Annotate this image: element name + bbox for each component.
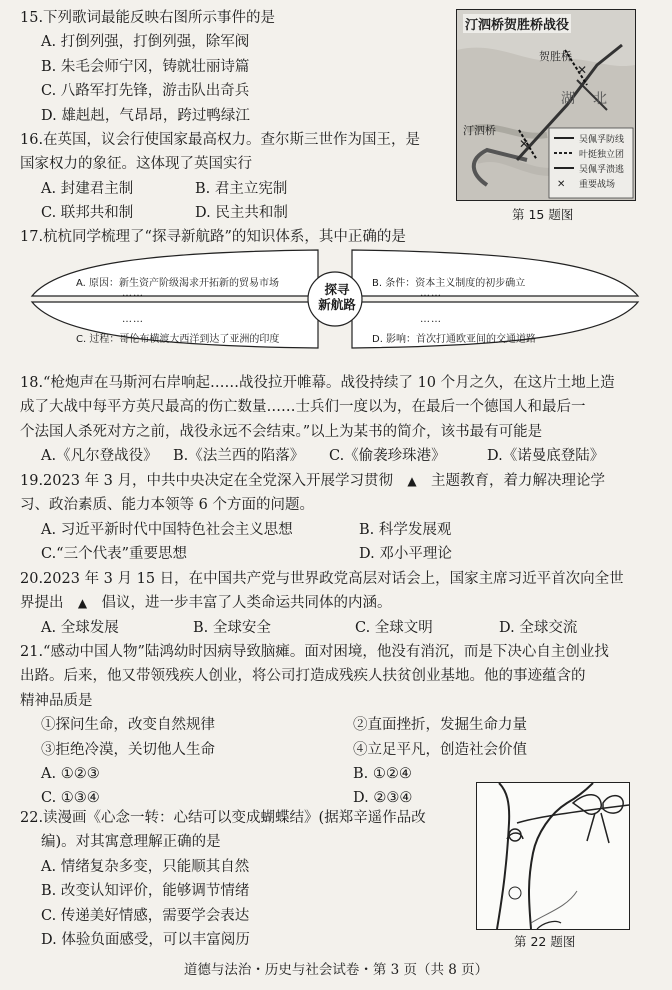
question-18 — [20, 371, 615, 469]
q16-stem-2: 国家权力的象征。这体现了英国实行 — [20, 156, 252, 173]
question-15 — [20, 6, 275, 128]
diagram-d-dots: …… — [420, 314, 442, 325]
q18-stem-3: 个法国人杀死对方之前，战役永远不会结束。”以上为某书的简介，该书最有可能是 — [20, 423, 543, 440]
q20-option-c: C. 全球文明 — [355, 619, 433, 636]
q22-stem-1: 22.读漫画《心念一转：心结可以变成蝴蝶结》(据郑辛遥作品改 — [20, 810, 426, 826]
q16-option-b: B. 君主立宪制 — [195, 180, 288, 197]
svg-text:✕: ✕ — [577, 63, 588, 77]
map-label-hu: 湖 — [561, 91, 575, 107]
q19-option-b: B. 科学发展观 — [359, 521, 452, 538]
q21-item-1: ①探问生命，改变自然规律 — [41, 717, 215, 734]
q15-map — [456, 9, 636, 201]
q18-stem-2: 成了大战中每平方英尺最高的伤亡数量……士兵们一度以为，在最后一个德国人和最后一 — [20, 399, 586, 416]
diagram-center: 探寻 新航路 — [318, 282, 356, 312]
q20-stem-1: 20.2023 年 3 月 15 日，在中国共产党与世界政党高层对话会上，国家主席习近平首次向全世 — [20, 571, 624, 587]
q21-option-a: A. ①②③ — [41, 766, 100, 783]
q16-stem-1: 16.在英国，议会行使国家最高权力。查尔斯三世作为国王，是 — [20, 132, 421, 148]
q19-stem-1: 19.2023 年 3 月，中共中央决定在全党深入开展学习贯彻 ▲ 主题教育，着力解决理论学 — [20, 469, 605, 493]
diagram-a-dots: …… — [122, 288, 144, 299]
question-16 — [20, 128, 420, 226]
q15-option-c: C. 八路军打先锋，游击队出奇兵 — [41, 83, 250, 100]
q20-stem-2: 界提出 ▲ 倡议，进一步丰富了人类命运共同体的内涵。 — [20, 591, 624, 615]
svg-text:✕: ✕ — [557, 179, 566, 190]
q16-option-d: D. 民主共和制 — [195, 205, 288, 222]
q21-stem-3: 精神品质是 — [20, 692, 93, 709]
q18-option-c: C.《偷袭珍珠港》 — [329, 448, 446, 465]
legend-item-4: 重要战场 — [579, 180, 616, 190]
q20-blank: ▲ — [77, 596, 88, 611]
cartoon-drawing — [477, 783, 629, 929]
q19-option-d: D. 邓小平理论 — [359, 546, 452, 563]
q22-stem-2: 编)。对其寓意理解正确的是 — [41, 834, 221, 851]
q18-option-d: D.《诺曼底登陆》 — [487, 448, 605, 465]
q21-option-b: B. ①②④ — [353, 766, 412, 783]
q16-option-a: A. 封建君主制 — [41, 180, 134, 197]
q20-option-b: B. 全球安全 — [193, 619, 271, 636]
diagram-b: B. 条件：资本主义制度的初步确立 — [372, 278, 526, 289]
q15-option-d: D. 雄赳赳，气昂昂，跨过鸭绿江 — [41, 107, 250, 124]
q21-option-c: C. ①③④ — [41, 790, 100, 807]
map-title: 汀泗桥贺胜桥战役 — [463, 14, 571, 33]
q19-option-a: A. 习近平新时代中国特色社会主义思想 — [41, 521, 293, 538]
q22-cartoon — [476, 782, 630, 930]
q21-item-3: ③拒绝冷漠，关切他人生命 — [41, 741, 215, 758]
q20-option-d: D. 全球交流 — [499, 619, 578, 636]
map-label-bei: 北 — [593, 91, 607, 107]
q21-stem-2: 出路。后来，他又带领残疾人创业，将公司打造成残疾人扶贫创业基地。他的事迹蕴含的 — [20, 668, 586, 685]
q17-stem: 17.杭杭同学梳理了“探寻新航路”的知识体系，其中正确的是 — [20, 229, 406, 245]
legend-item-3: 吴佩孚溃逃 — [579, 165, 625, 175]
map-label-tingsi: 汀泗桥 — [463, 124, 496, 137]
q22-option-a: A. 情绪复杂多变，只能顺其自然 — [41, 858, 250, 875]
diagram-c-dots: …… — [122, 314, 144, 325]
q18-option-b: B.《法兰西的陷落》 — [173, 448, 305, 465]
q17-diagram — [28, 244, 642, 352]
legend-item-1: 吴佩孚防线 — [579, 135, 625, 145]
q21-option-d: D. ②③④ — [353, 790, 413, 807]
q16-option-c: C. 联邦共和制 — [41, 205, 134, 222]
q19-option-c: C.“三个代表”重要思想 — [41, 546, 188, 563]
map-label-hesheng: 贺胜桥 — [539, 50, 572, 63]
svg-text:✕: ✕ — [519, 137, 530, 151]
q15-option-a: A. 打倒列强，打倒列强，除军阀 — [41, 34, 250, 51]
q22-caption: 第 22 题图 — [514, 934, 576, 949]
diagram-b-dots: …… — [420, 288, 442, 299]
q22-option-b: B. 改变认知评价，能够调节情绪 — [41, 883, 250, 900]
q20-option-a: A. 全球发展 — [41, 619, 119, 636]
q19-stem-2: 习、政治素质、能力本领等 6 个方面的问题。 — [20, 497, 314, 514]
q22-option-d: D. 体验负面感受，可以丰富阅历 — [41, 932, 250, 949]
q15-caption: 第 15 题图 — [512, 207, 574, 222]
diagram-c: C. 过程：哥伦布横渡大西洋到达了亚洲的印度 — [76, 334, 280, 345]
diagram-d: D. 影响：首次打通欧亚间的交通道路 — [372, 334, 537, 345]
q22-option-c: C. 传递美好情感，需要学会表达 — [41, 907, 250, 924]
q19-blank: ▲ — [407, 474, 417, 488]
q18-stem-1: 18.“枪炮声在马斯河右岸响起……战役拉开帷幕。战役持续了 10 个月之久，在这片土地上造 — [20, 375, 615, 391]
q21-item-4: ④立足平凡，创造社会价值 — [353, 741, 527, 758]
question-19 — [20, 469, 605, 567]
q21-stem-1: 21.“感动中国人物”陆鸿幼时因病导致脑瘫。面对困境，他没有消沉，而是下决心自主创业找 — [20, 644, 609, 660]
q15-stem: 15.下列歌词最能反映右图所示事件的是 — [20, 10, 276, 26]
q21-item-2: ②直面挫折，发掘生命力量 — [353, 717, 527, 734]
q18-option-a: A.《凡尔登战役》 — [41, 448, 158, 465]
legend-item-2: 叶挺独立团 — [579, 150, 625, 160]
question-20 — [20, 567, 624, 640]
q15-option-b: B. 朱毛会师宁冈，铸就壮丽诗篇 — [41, 58, 250, 75]
diagram-a: A. 原因：新生资产阶级渴求开拓新的贸易市场 — [76, 278, 280, 289]
page-footer: 道德与法治・历史与社会试卷・第 3 页（共 8 页） — [183, 962, 489, 978]
question-22 — [20, 806, 426, 952]
